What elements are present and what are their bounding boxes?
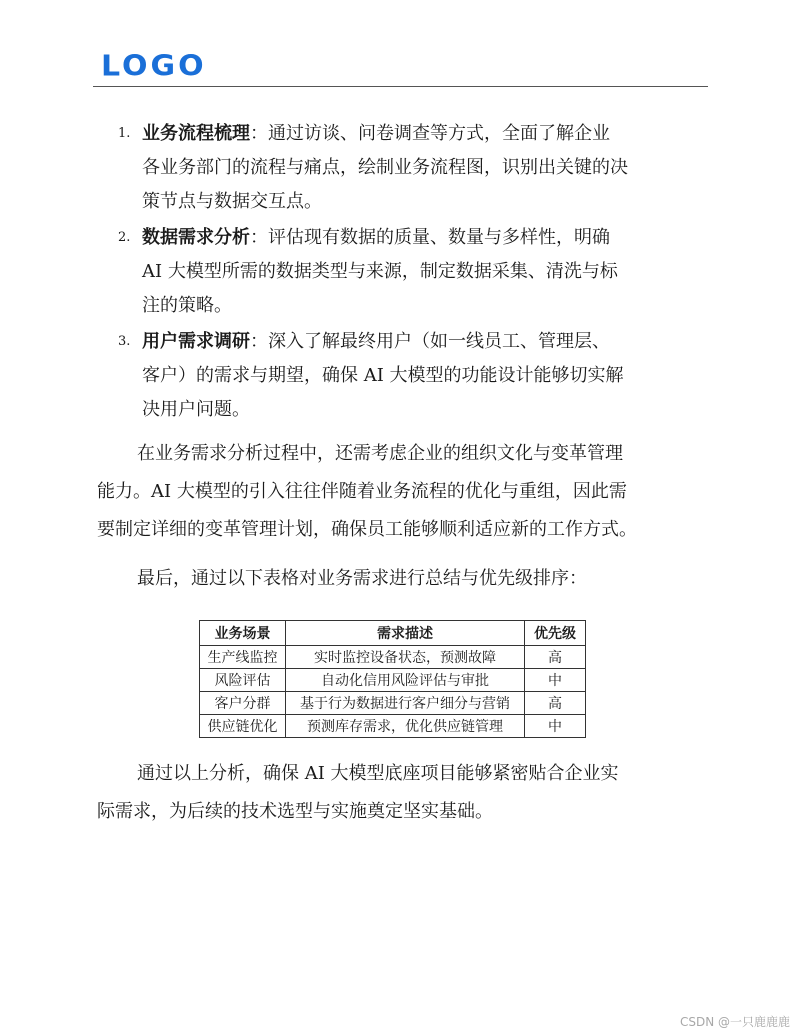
list-item-title: 数据需求分析 bbox=[142, 227, 250, 248]
table-cell: 基于行为数据进行客户细分与营销 bbox=[286, 692, 525, 715]
list-line bbox=[142, 221, 718, 255]
paragraph-line: 能力。AI 大模型的引入往往伴随着业务流程的优化与重组，因此需 bbox=[97, 481, 627, 502]
list-line: 各业务部门的流程与痛点，绘制业务流程图，识别出关键的决 bbox=[142, 157, 628, 178]
table-cell: 客户分群 bbox=[200, 692, 286, 715]
paragraph-table-intro bbox=[97, 560, 727, 598]
table-cell: 高 bbox=[525, 692, 586, 715]
table-row bbox=[200, 646, 586, 669]
list-number: 2. bbox=[118, 230, 131, 245]
list-item-text: ：通过访谈、问卷调查等方式，全面了解企业 bbox=[250, 123, 610, 144]
table-row bbox=[200, 669, 586, 692]
header-divider bbox=[93, 86, 708, 87]
list-line: 客户）的需求与期望，确保 AI 大模型的功能设计能够切实解 bbox=[142, 365, 624, 386]
table-cell: 生产线监控 bbox=[200, 646, 286, 669]
paragraph-line: 通过以上分析，确保 AI 大模型底座项目能够紧密贴合企业实 bbox=[137, 763, 619, 784]
paragraph-change-management bbox=[97, 435, 727, 549]
table-cell: 风险评估 bbox=[200, 669, 286, 692]
table-header-row bbox=[200, 621, 586, 646]
table-cell: 供应链优化 bbox=[200, 715, 286, 738]
list-line: 策节点与数据交互点。 bbox=[142, 191, 322, 212]
table-header-cell: 优先级 bbox=[525, 621, 586, 646]
requirements-table bbox=[199, 620, 586, 738]
table-cell: 高 bbox=[525, 646, 586, 669]
table-cell: 中 bbox=[525, 669, 586, 692]
list-line: AI 大模型所需的数据类型与来源，制定数据采集、清洗与标 bbox=[142, 261, 618, 282]
paragraph-line: 要制定详细的变革管理计划，确保员工能够顺利适应新的工作方式。 bbox=[97, 519, 637, 540]
requirements-list bbox=[118, 117, 718, 429]
list-line: 注的策略。 bbox=[142, 295, 232, 316]
list-number: 1. bbox=[118, 126, 131, 141]
list-item-title: 用户需求调研 bbox=[142, 331, 250, 352]
list-item bbox=[118, 221, 718, 323]
list-item bbox=[118, 117, 718, 219]
paragraph-conclusion bbox=[97, 755, 727, 831]
list-item-text: ：评估现有数据的质量、数量与多样性，明确 bbox=[250, 227, 610, 248]
paragraph-line: 际需求，为后续的技术选型与实施奠定坚实基础。 bbox=[97, 801, 493, 822]
list-item bbox=[118, 325, 718, 427]
logo: LOGO bbox=[101, 49, 207, 84]
list-number: 3. bbox=[118, 334, 131, 349]
paragraph-line: 在业务需求分析过程中，还需考虑企业的组织文化与变革管理 bbox=[137, 443, 623, 464]
table-row bbox=[200, 715, 586, 738]
table-cell: 中 bbox=[525, 715, 586, 738]
paragraph-line: 最后，通过以下表格对业务需求进行总结与优先级排序： bbox=[137, 568, 587, 589]
list-item-text: ：深入了解最终用户（如一线员工、管理层、 bbox=[250, 331, 610, 352]
table-row bbox=[200, 692, 586, 715]
table-header-cell: 业务场景 bbox=[200, 621, 286, 646]
list-line: 决用户问题。 bbox=[142, 399, 250, 420]
table-cell: 预测库存需求，优化供应链管理 bbox=[286, 715, 525, 738]
table-cell: 实时监控设备状态，预测故障 bbox=[286, 646, 525, 669]
list-line bbox=[142, 325, 718, 359]
list-line bbox=[142, 117, 718, 151]
watermark: CSDN @一只鹿鹿鹿 bbox=[679, 1015, 790, 1029]
table-cell: 自动化信用风险评估与审批 bbox=[286, 669, 525, 692]
table-header-cell: 需求描述 bbox=[286, 621, 525, 646]
list-item-title: 业务流程梳理 bbox=[142, 123, 250, 144]
